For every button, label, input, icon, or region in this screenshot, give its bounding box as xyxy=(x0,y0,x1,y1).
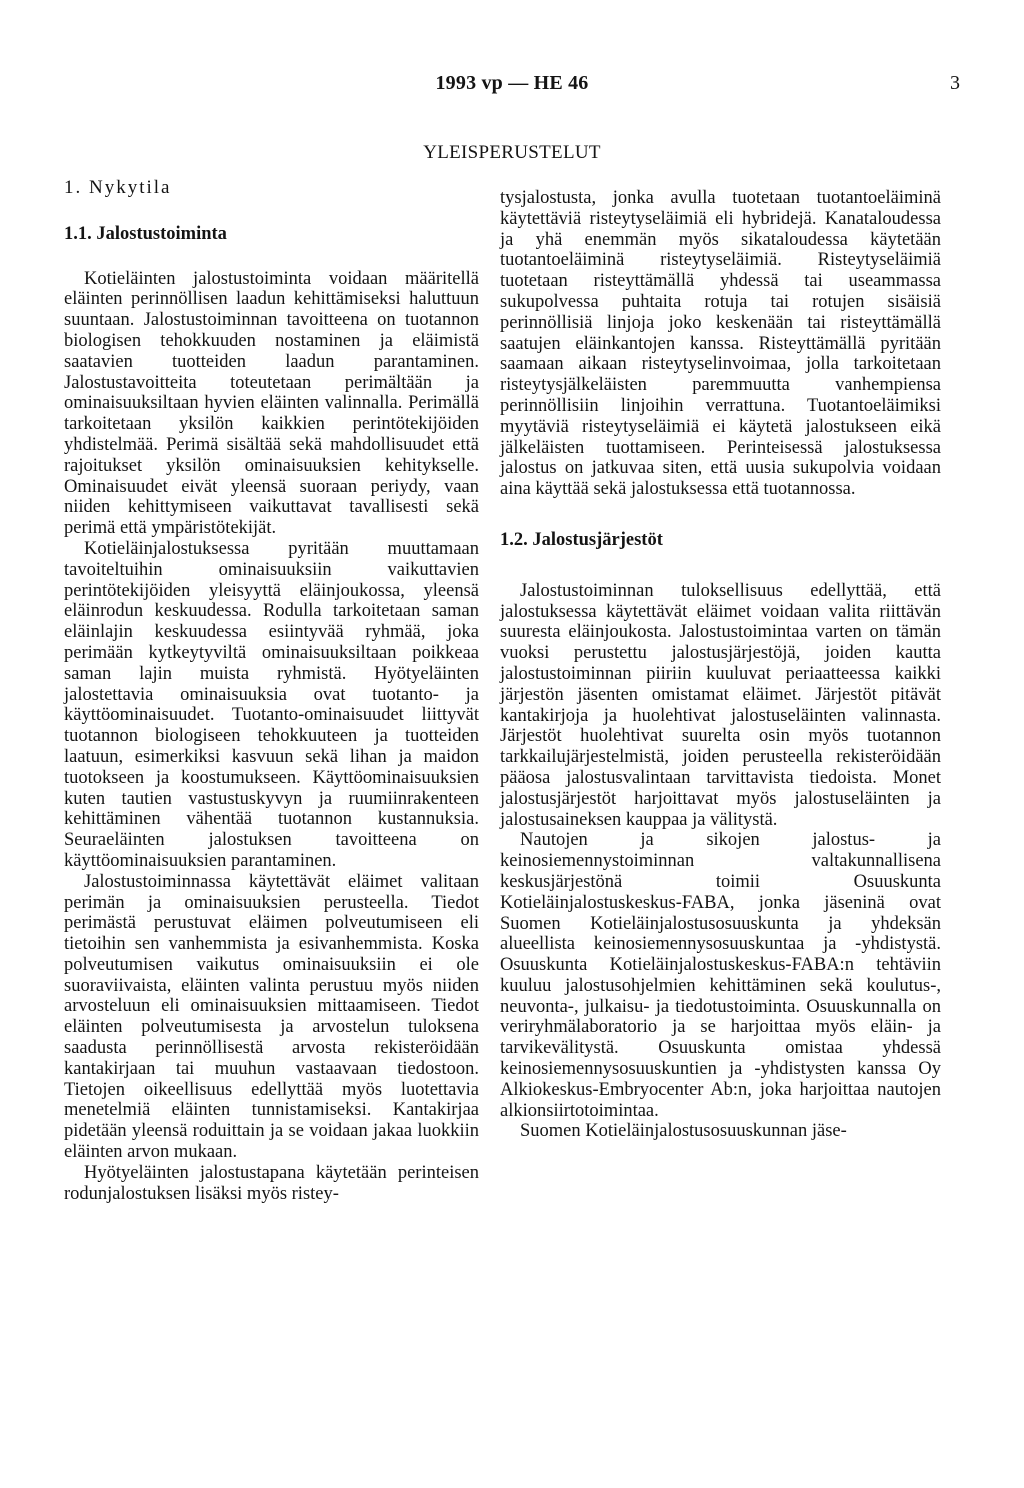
paragraph: Kotieläinjalostuksessa pyritään muuttamaan tavoiteltuihin ominaisuuksiin vaikuttavien perintötekijöiden yleisyyttä eläinjoukossa, yleensä eläinrodun keskuudessa. Rodulla tarkoitetaan saman eläinlajin keskuudessa esiintyvää ryhmää, joka perimään kytkeytyviltä ominaisuuksiltaan poikkeaa saman lajin muista ryhmistä. Hyötyeläinten jalostettavia ominaisuuksia ovat tuotanto- ja käyttöominaisuudet. Tuotanto-ominaisuudet liittyvät tuotannon biologiseen tehokkuuteen ja tuotteiden laatuun, esimerkiksi kasvuun sekä lihan ja maidon tuotokseen ja koostumukseen. Käyttöominaisuuksien kuten tautien vastustuskyvyn ja ruumiinrakenteen kehittäminen vähentää tuotannon kustannuksia. Seuraeläinten jalostuksen tavoitteena on käyttöominaisuuksien parantaminen. xyxy=(64,538,479,871)
heading-jalostusjarjestot: 1.2. Jalostusjärjestöt xyxy=(500,529,663,550)
paragraph: Kotieläinten jalostustoiminta voidaan määritellä eläinten perinnöllisen laadun kehittämiseksi haluttuun suuntaan. Jalostustoiminnan tavoitteena on tuotannon biologisen tehokkuuden nostaminen ja eläimistä saatavien tuotteiden laadun parantaminen. Jalostustavoitteita toteutetaan perimältään ja ominaisuuksiltaan hyvien eläinten valinnalla. Perimällä tarkoitetaan yksilön kaikkien perintötekijöiden yhdistelmää. Perimä sisältää sekä mahdollisuudet että rajoitukset yksilön ominaisuuksien kehitykselle. Ominaisuudet eivät yleensä suoraan periydy, vaan niiden kehittymiseen vaikuttavat tavallisesti sekä perimä että ympäristötekijät. xyxy=(64,268,479,539)
right-column xyxy=(500,188,941,1142)
section-title: YLEISPERUSTELUT xyxy=(423,142,601,163)
heading-nykytila: 1. Nykytila xyxy=(64,177,172,198)
running-title: 1993 vp — HE 46 xyxy=(435,72,589,94)
paragraph: Hyötyeläinten jalostustapana käytetään perinteisen rodunjalostuksen lisäksi myös ristey- xyxy=(64,1162,479,1204)
paragraph: Nautojen ja sikojen jalostus- ja keinosiemennystoiminnan valtakunnallisena keskusjärjestönä toimii Osuuskunta Kotieläinjalostuskeskus-FABA, jonka jäseninä ovat Suomen Kotieläinjalostusosuuskunta ja yhdeksän alueellista keinosiemennysosuuskuntaa ja -yhdistystä. Osuuskunta Kotieläinjalostuskeskus-FABA:n tehtäviin kuuluu jalostusohjelmien kehittäminen sekä koulutus-, neuvonta-, julkaisu- ja tiedotustoiminta. Osuuskunnalla on veriryhmälaboratorio ja se harjoittaa myös eläin- ja tarvikevälitystä. Osuuskunta omistaa yhdessä keinosiemennysosuuskuntien ja -yhdistysten kanssa Oy Alkiokeskus-Embryocenter Ab:n, joka harjoittaa nautojen alkionsiirtotoimintaa. xyxy=(500,830,941,1121)
paragraph: Suomen Kotieläinjalostusosuuskunnan jäse- xyxy=(520,1121,847,1142)
page-header xyxy=(0,72,1024,102)
paragraph-continued: tysjalostusta, jonka avulla tuotetaan tuotantoeläiminä käytettäviä risteytyseläimiä eli hybridejä. Kanataloudessa ja yhä enemmän myös sikataloudessa käytetään tuotantoeläiminä risteytyseläimiä. Risteytyseläimiä tuotetaan risteyttämällä yhdessä tai useammassa sukupolvessa puhtaita rotuja tai rotujen sisäisiä perinnöllisiä linjoja joko keskenään tai risteyttämällä saatujen eläinkantojen kanssa. Risteyttämällä pyritään saamaan aikaan risteytyselinvoimaa, jolla tarkoitetaan risteytysjälkeläisten paremmuutta vanhempiensa perinnöllisiin linjoihin verrattuna. Tuotantoeläimiksi myytäviä risteytyseläimiä ei käytetä jalostukseen eikä jälkeläisten tuottamiseen. Perinteisessä jalostuksessa jalostus on jatkuvaa siten, että uusia sukupolvia voidaan aina käyttää sekä jalostuksessa että tuotannossa. xyxy=(500,188,941,500)
paragraph: Jalostustoiminnassa käytettävät eläimet valitaan perimän ja ominaisuuksien perusteella. Tiedot perimästä perustuvat eläimen polveutumiseen eli tietoihin sen vanhemmista ja esivanhemmista. Koska polveutumisen vaikutus ominaisuuksiin ei ole suoraviivaista, eläinten valinta perustuu myös niiden arvosteluun eli ominaisuuksien mittaamiseen. Tiedot eläinten polveutumisesta ja arvostelun tuloksena saadusta perinnöllisestä arvosta rekisteröidään kantakirjaan tai muuhun vastaavaan tiedostoon. Tietojen oikeellisuus edellyttää myös luotettavia menetelmiä eläinten tunnistamiseksi. Kantakirjaa pidetään yleensä roduittain ja se voidaan jakaa luokkiin eläinten arvon mukaan. xyxy=(64,871,479,1163)
page-number: 3 xyxy=(950,72,960,94)
left-column xyxy=(64,178,479,1204)
heading-jalostustoiminta: 1.1. Jalostustoiminta xyxy=(64,223,227,244)
paragraph: Jalostustoiminnan tuloksellisuus edellyttää, että jalostuksessa käytettävät eläimet voidaan valita riittävän suuresta eläinjoukosta. Jalostustoimintaa varten on tämän vuoksi perustettu jalostusjärjestöjä, joiden kautta jalostustoiminnan piiriin kuuluvat periaatteessa kaikki järjestön jäsenten omistamat eläimet. Järjestöt pitävät kantakirjoja ja huolehtivat jalostuseläinten valinnasta. Järjestöt huolehtivat suurelta osin myös tuotannon tarkkailujärjestelmistä, joiden perusteella rekisteröidään pääosa jalostusvalintaan tarvittavista tiedoista. Monet jalostusjärjestöt harjoittavat myös jalostuseläinten ja jalostusaineksen kauppaa ja välitystä. xyxy=(500,580,941,830)
